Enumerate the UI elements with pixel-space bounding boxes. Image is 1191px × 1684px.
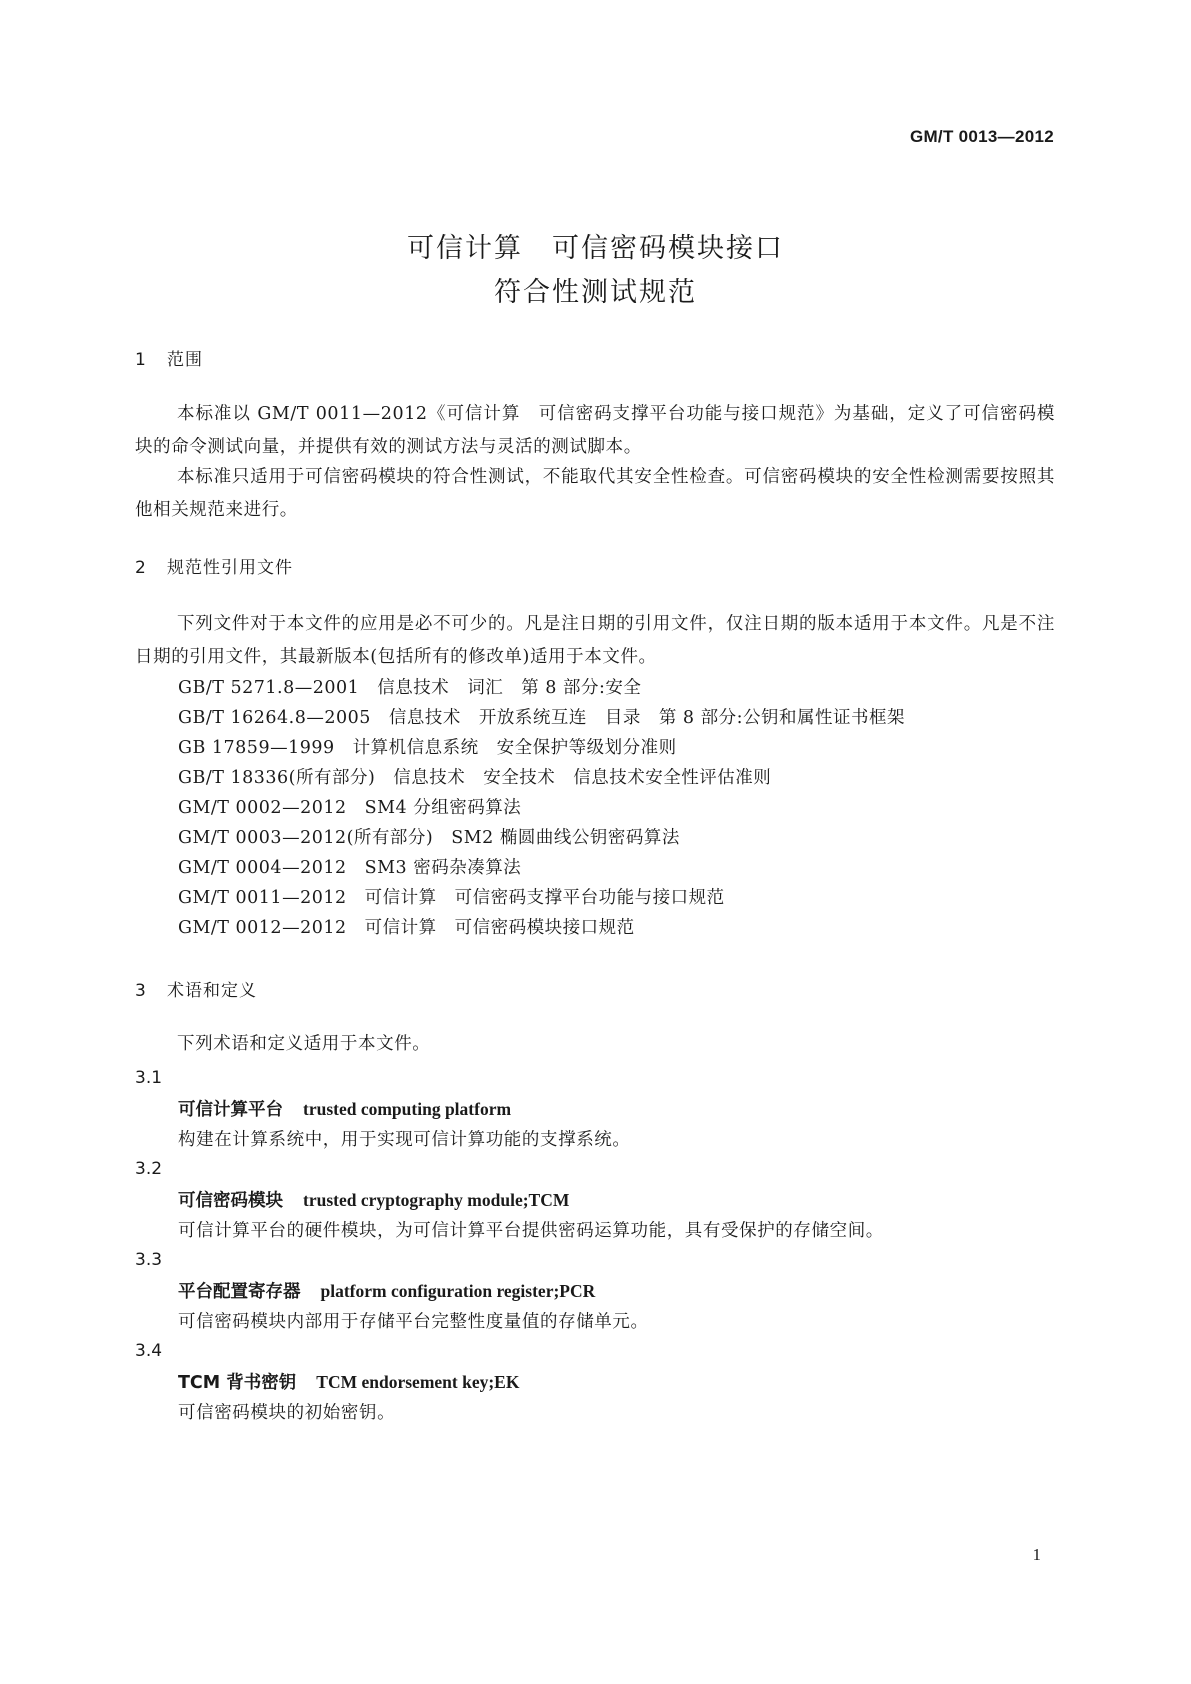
term-number: 3.2 <box>135 1159 163 1179</box>
term-name <box>178 1278 595 1303</box>
term-name-en: trusted computing platform <box>303 1099 512 1119</box>
term-number: 3.4 <box>135 1341 163 1361</box>
reference-item: GM/T 0012—2012 可信计算 可信密码模块接口规范 <box>178 918 635 938</box>
document-title-line1: 可信计算 可信密码模块接口 <box>407 233 784 264</box>
section-title: 范围 <box>167 350 203 370</box>
term-definition: 可信密码模块的初始密钥。 <box>178 1403 396 1423</box>
section-title: 术语和定义 <box>167 981 257 1001</box>
terms-intro-paragraph: 下列术语和定义适用于本文件。 <box>177 1034 431 1054</box>
term-name <box>178 1369 519 1394</box>
term-name-en: TCM endorsement key;EK <box>316 1372 520 1392</box>
term-name <box>178 1187 569 1212</box>
reference-item: GB/T 18336(所有部分) 信息技术 安全技术 信息技术安全性评估准则 <box>178 768 772 788</box>
term-name-zh: 可信密码模块 <box>178 1191 283 1211</box>
document-code: GM/T 0013—2012 <box>909 127 1054 146</box>
term-definition: 可信计算平台的硬件模块，为可信计算平台提供密码运算功能，具有受保护的存储空间。 <box>178 1221 884 1241</box>
term-number: 3.3 <box>135 1250 163 1270</box>
scope-paragraph-2: 本标准只适用于可信密码模块的符合性测试，不能取代其安全性检查。可信密码模块的安全性检测需要按照其他相关规范来进行。 <box>135 467 1055 520</box>
term-name <box>178 1096 511 1121</box>
section-number: 2 <box>135 558 147 578</box>
references-intro-paragraph: 下列文件对于本文件的应用是必不可少的。凡是注日期的引用文件，仅注日期的版本适用于本文件。凡是不注日期的引用文件，其最新版本(包括所有的修改单)适用于本文件。 <box>135 614 1055 667</box>
page-number: 1 <box>1032 1545 1041 1564</box>
term-name-zh: 平台配置寄存器 <box>178 1282 301 1302</box>
term-name-en: platform configuration register;PCR <box>320 1281 596 1301</box>
reference-item: GB 17859—1999 计算机信息系统 安全保护等级划分准则 <box>178 738 677 758</box>
section-heading-scope <box>135 345 203 370</box>
section-number: 3 <box>135 981 147 1001</box>
term-name-zh: TCM 背书密钥 <box>178 1373 297 1393</box>
scope-paragraph-1: 本标准以 GM/T 0011—2012《可信计算 可信密码支撑平台功能与接口规范》为基础，定义了可信密码模块的命令测试向量，并提供有效的测试方法与灵活的测试脚本。 <box>135 404 1055 457</box>
reference-item: GB/T 16264.8—2005 信息技术 开放系统互连 目录 第 8 部分:公钥和属性证书框架 <box>178 708 906 728</box>
term-definition: 构建在计算系统中，用于实现可信计算功能的支撑系统。 <box>178 1130 631 1150</box>
term-name-zh: 可信计算平台 <box>178 1100 283 1120</box>
reference-item: GB/T 5271.8—2001 信息技术 词汇 第 8 部分:安全 <box>178 678 642 698</box>
reference-item: GM/T 0004—2012 SM3 密码杂凑算法 <box>178 858 522 878</box>
section-number: 1 <box>135 350 147 370</box>
document-title-line2: 符合性测试规范 <box>494 277 697 308</box>
term-definition: 可信密码模块内部用于存储平台完整性度量值的存储单元。 <box>178 1312 649 1332</box>
term-name-en: trusted cryptography module;TCM <box>303 1190 570 1210</box>
reference-item: GM/T 0011—2012 可信计算 可信密码支撑平台功能与接口规范 <box>178 888 725 908</box>
section-heading-terms-definitions <box>135 976 257 1001</box>
section-title: 规范性引用文件 <box>167 558 293 578</box>
reference-item: GM/T 0003—2012(所有部分) SM2 椭圆曲线公钥密码算法 <box>178 828 680 848</box>
reference-item: GM/T 0002—2012 SM4 分组密码算法 <box>178 798 522 818</box>
section-heading-normative-references <box>135 553 293 578</box>
term-number: 3.1 <box>135 1068 163 1088</box>
